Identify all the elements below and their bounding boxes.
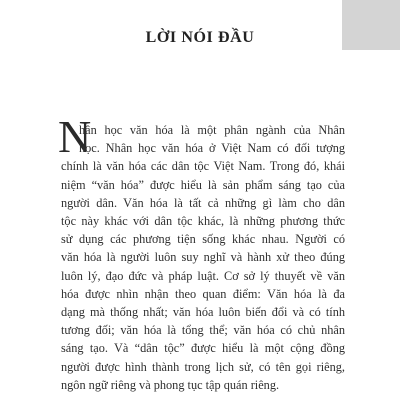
drop-cap: N (58, 111, 92, 162)
page-title: LỜI NÓI ĐẦU (145, 29, 255, 46)
text-line: người được hình thành trong lịch sử, có tên gọi riêng, (61, 359, 345, 374)
text-line: văn hóa là người luôn suy nghĩ và hành xử theo đúng (61, 250, 345, 265)
text-line: hóa được nhìn nhận theo quan điểm: Văn hóa là đa (61, 286, 345, 301)
text-line: ngôn ngữ riêng và phong tục tập quán riêng. (61, 377, 280, 392)
text-line: tộc này khác với dân tộc khác, là những phương thức (61, 214, 345, 229)
text-line: luôn lý, đạo đức và pháp luật. Cơ sở lý thuyết về văn (61, 268, 345, 283)
text-line: dạng mà thống nhất; văn hóa luôn biến đổi và có tính (61, 305, 345, 320)
text-line: chính là văn hóa các dân tộc Việt Nam. Trong đó, khái (61, 159, 345, 174)
text-line: học. Nhân học văn hóa ở Việt Nam có đối tượng (79, 141, 345, 156)
text-line: niệm “văn hóa” được hiểu là sản phẩm sáng tạo của (61, 177, 345, 192)
text-line: hân học văn hóa là một phân ngành của Nhân (79, 123, 345, 137)
text-line: sáng tạo. Và “dân tộc” được hiểu là một cộng đồng (61, 341, 345, 356)
text-line: tương đối; văn hóa là tổng thể; văn hóa có chủ nhân (61, 323, 345, 338)
body-paragraph (61, 121, 345, 394)
text-line: sử dụng các phương tiện sống khác nhau. Người có (61, 232, 345, 247)
text-line: người dân. Văn hóa là tất cả những gì làm cho dân (61, 195, 345, 210)
